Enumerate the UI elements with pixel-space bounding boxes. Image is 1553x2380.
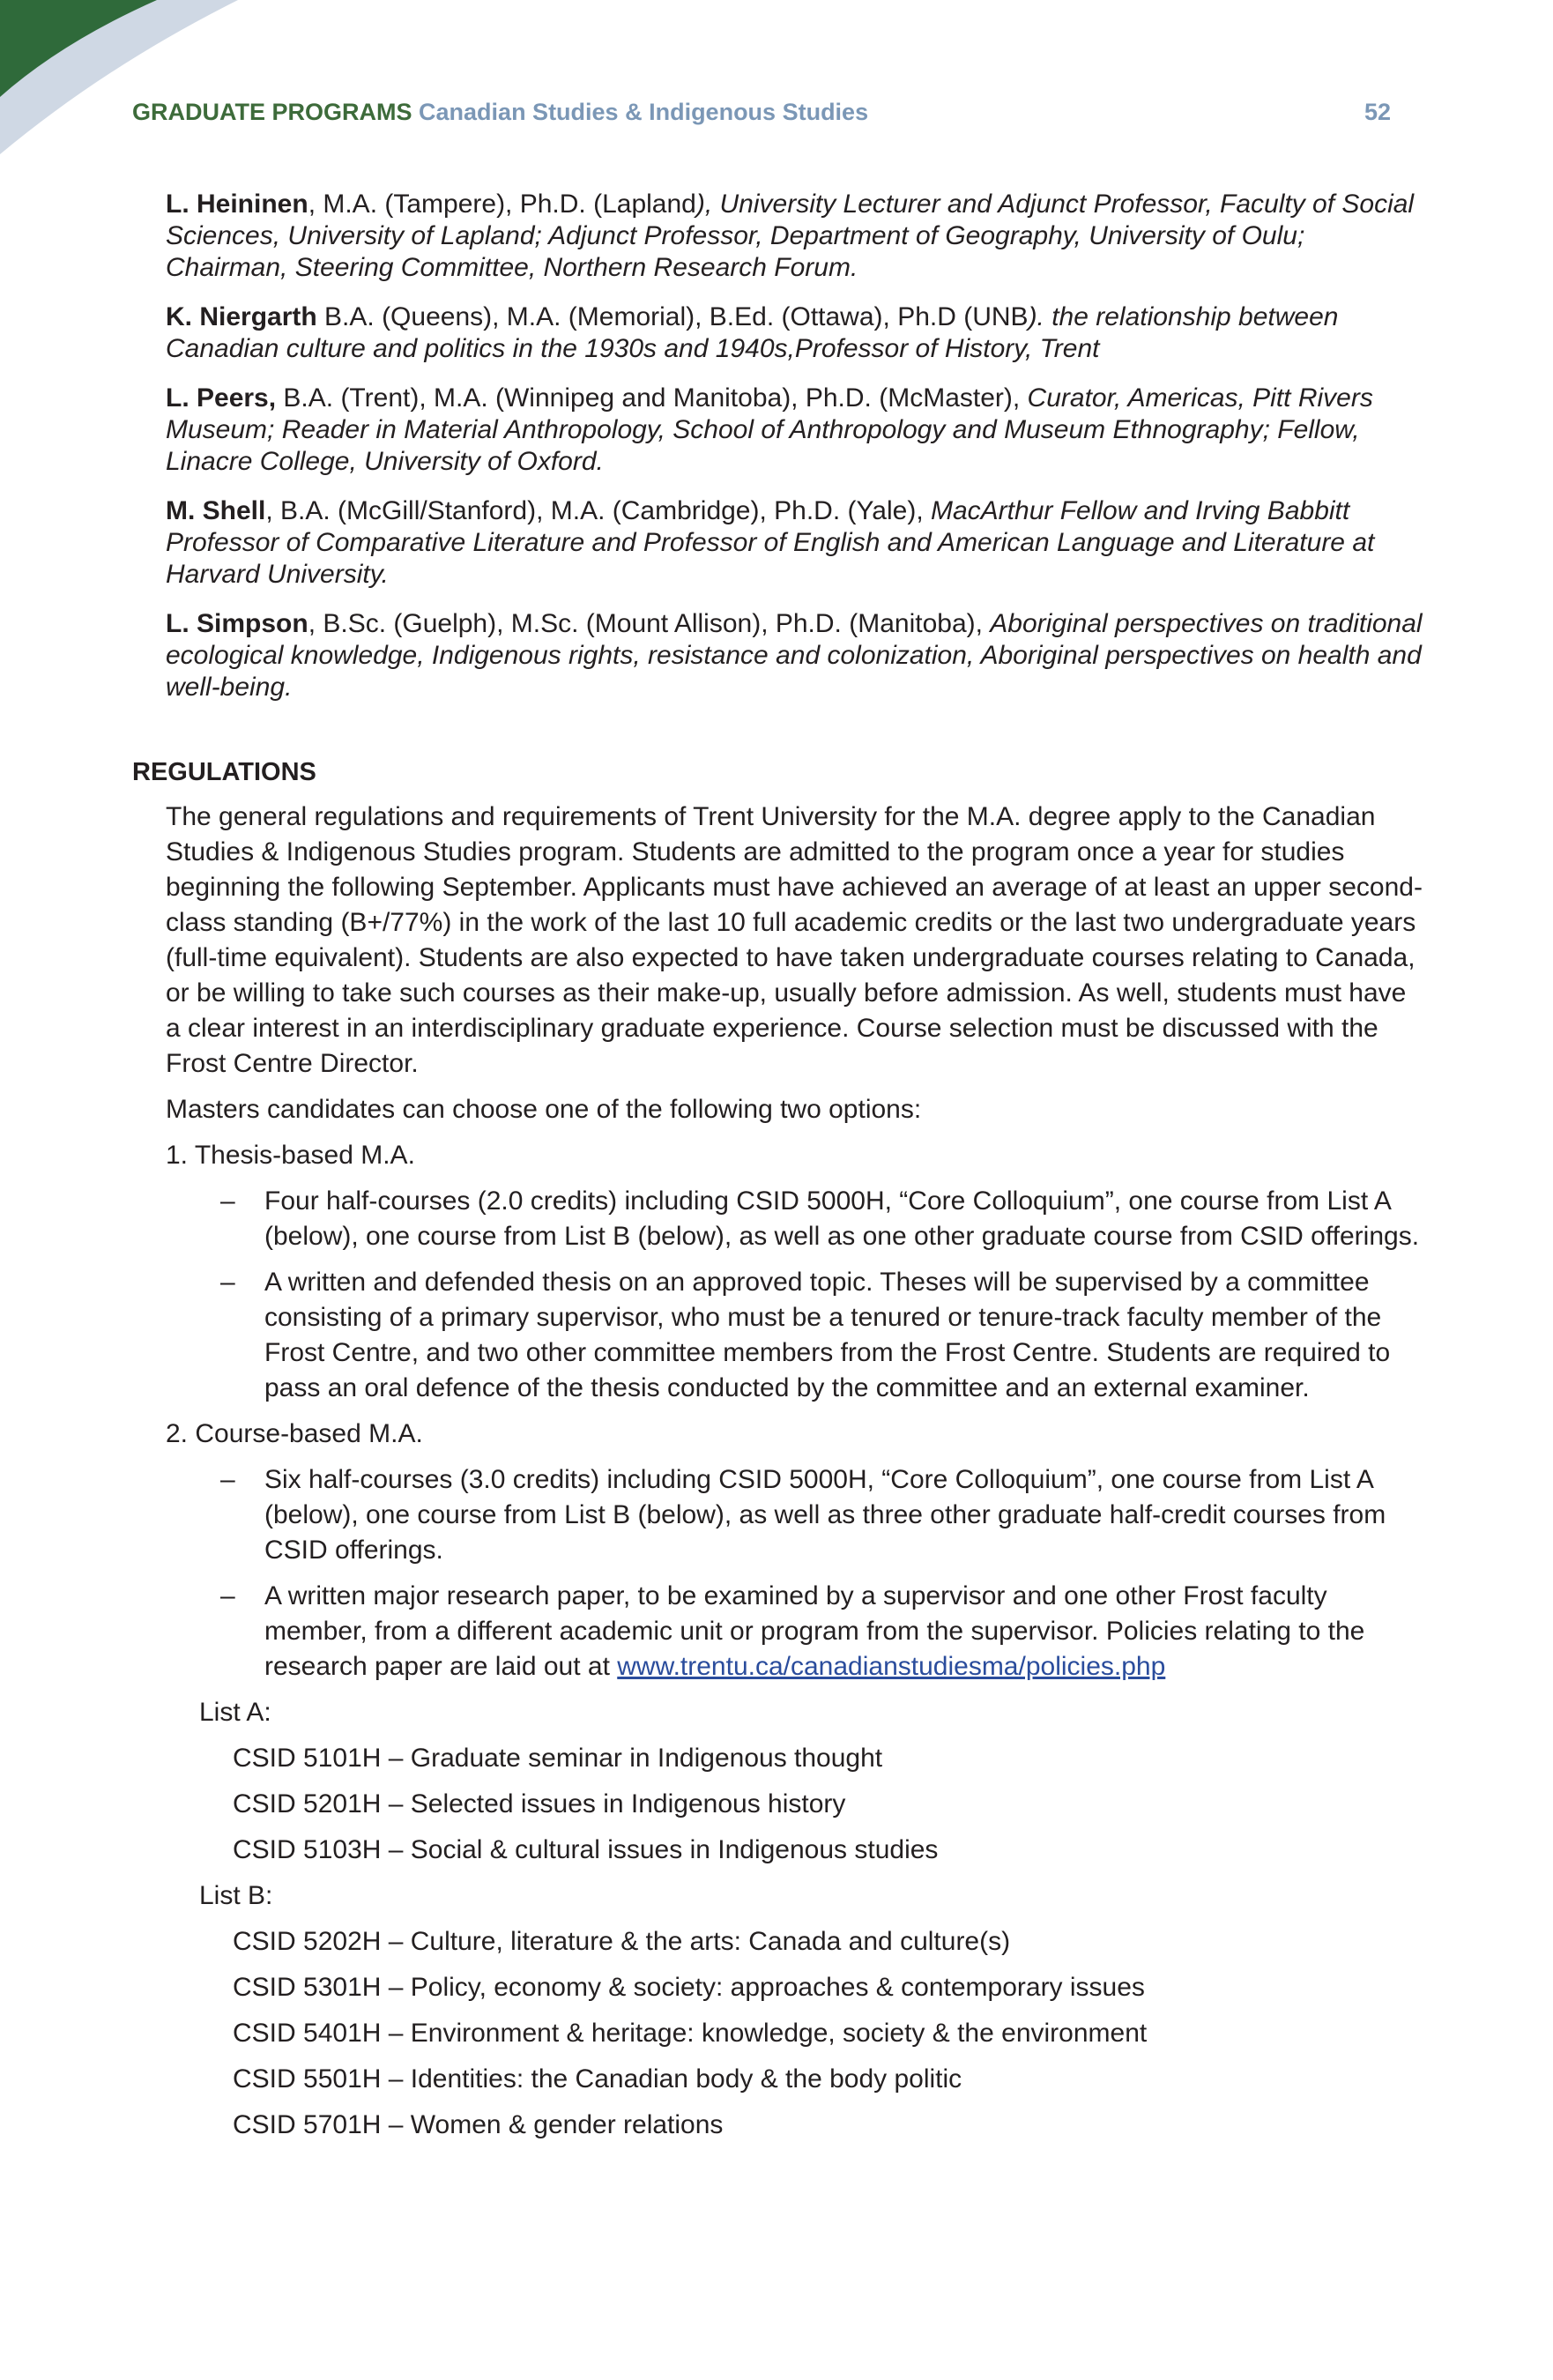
faculty-degrees: B.A. (Queens), M.A. (Memorial), B.Ed. (Ottawa), Ph.D (UNB — [316, 302, 1029, 331]
page-header — [132, 99, 1391, 126]
dash-bullet-icon: – — [220, 1268, 235, 1297]
faculty-name: L. Simpson — [166, 609, 308, 638]
course-item: CSID 5202H – Culture, literature & the arts: Canada and culture(s) — [233, 1927, 1011, 1956]
list-item — [220, 1265, 1428, 1406]
faculty-entry — [166, 383, 1428, 478]
faculty-degrees: , B.A. (McGill/Stanford), M.A. (Cambridge), Ph.D. (Yale), — [265, 496, 931, 525]
list-a-label: List A: — [199, 1698, 271, 1727]
running-title — [132, 99, 868, 126]
faculty-description: ). the relationship between Canadian culture and politics in the 1930s and 1940s,Professor of History, Trent — [166, 302, 1339, 363]
page-content — [132, 189, 1428, 2153]
corner-decoration — [0, 0, 247, 167]
list-item — [220, 1579, 1428, 1685]
section-name: GRADUATE PROGRAMS — [132, 99, 412, 125]
course-item: CSID 5201H – Selected issues in Indigenous history — [233, 1789, 846, 1818]
faculty-degrees: B.A. (Trent), M.A. (Winnipeg and Manitoba), Ph.D. (McMaster), — [276, 383, 1028, 413]
faculty-degrees: , B.Sc. (Guelph), M.Sc. (Mount Allison), Ph.D. (Manitoba), — [308, 609, 991, 638]
course-item: CSID 5701H – Women & gender relations — [233, 2110, 724, 2139]
faculty-description: ), University Lecturer and Adjunct Professor, Faculty of Social Sciences, University of Lapland; Adjunct Professor, Department of Geography, University of Oulu; Chairman, Steering Committee, Northern Research Forum. — [166, 190, 1415, 282]
faculty-list — [132, 189, 1428, 703]
policies-link[interactable]: www.trentu.ca/canadianstudiesma/policies.php — [617, 1652, 1166, 1681]
faculty-entry — [166, 301, 1428, 365]
faculty-description: Aboriginal perspectives on traditional ecological knowledge, Indigenous rights, resistance and colonization, Aboriginal perspectives on health and well-being. — [166, 609, 1423, 702]
list-item — [220, 1184, 1428, 1254]
list-item-text: Four half-courses (2.0 credits) including CSID 5000H, “Core Colloquium”, one course from List A (below), one course from List B (below), as well as one other graduate course from CSID offerings. — [264, 1186, 1420, 1251]
regulations-body — [166, 800, 1428, 2143]
list-item — [220, 1462, 1428, 1568]
option-course-label: 2. Course-based M.A. — [166, 1419, 423, 1448]
dash-bullet-icon: – — [220, 1465, 235, 1494]
regulations-heading: REGULATIONS — [132, 758, 316, 786]
faculty-description: MacArthur Fellow and Irving Babbitt Professor of Comparative Literature and Professor of English and American Language and Literature at Harvard University. — [166, 496, 1375, 589]
regulations-intro: The general regulations and requirements of Trent University for the M.A. degree apply to the Canadian Studies & Indigenous Studies program. Students are admitted to the program once a year for studies beginning the following September. Applicants must have achieved an average of at least an upper second-class standing (B+/77%) in the work of the last 10 full academic credits or the last two undergraduate years (full-time equivalent). Students are also expected to have taken undergraduate courses relating to Canada, or be willing to take such courses as their make-up, usually before admission. As well, students must have a clear interest in an interdisciplinary graduate experience. Course selection must be discussed with the Frost Centre Director. — [166, 802, 1423, 1078]
list-item-text — [264, 1579, 1428, 1685]
faculty-entry — [166, 495, 1428, 591]
faculty-entry — [166, 189, 1428, 284]
course-item: CSID 5401H – Environment & heritage: knowledge, society & the environment — [233, 2019, 1148, 2048]
faculty-entry — [166, 608, 1428, 703]
options-intro: Masters candidates can choose one of the following two options: — [166, 1095, 922, 1124]
course-item: CSID 5301H – Policy, economy & society: approaches & contemporary issues — [233, 1973, 1145, 2002]
research-paper-text: A written major research paper, to be examined by a supervisor and one other Frost faculty member, from a different academic unit or program from the supervisor. Policies relating to the research paper are laid out at — [264, 1581, 1365, 1681]
faculty-description: Curator, Americas, Pitt Rivers Museum; Reader in Material Anthropology, School of Anthropology and Museum Ethnography; Fellow, Linacre College, University of Oxford. — [166, 383, 1373, 476]
course-item: CSID 5501H – Identities: the Canadian body & the body politic — [233, 2064, 962, 2094]
dash-bullet-icon: – — [220, 1186, 235, 1216]
list-b-label: List B: — [199, 1881, 273, 1910]
faculty-name: M. Shell — [166, 496, 266, 525]
dash-bullet-icon: – — [220, 1581, 235, 1610]
list-item-text: A written and defended thesis on an approved topic. Theses will be supervised by a committee consisting of a primary supervisor, who must be a tenured or tenure-track faculty member of the Frost Centre, and two other committee members from the Frost Centre. Students are required to pass an oral defence of the thesis conducted by the committee and an external examiner. — [264, 1268, 1391, 1402]
faculty-name: K. Niergarth — [166, 302, 317, 331]
faculty-degrees: , M.A. (Tampere), Ph.D. (Lapland — [308, 190, 696, 219]
option-thesis-label: 1. Thesis-based M.A. — [166, 1141, 415, 1170]
course-item: CSID 5101H – Graduate seminar in Indigenous thought — [233, 1744, 883, 1773]
course-item: CSID 5103H – Social & cultural issues in Indigenous studies — [233, 1835, 939, 1864]
page-number: 52 — [1364, 99, 1391, 125]
list-item-text: Six half-courses (3.0 credits) including CSID 5000H, “Core Colloquium”, one course from List A (below), one course from List B (below), as well as three other graduate half-credit courses from CSID offerings. — [264, 1465, 1386, 1565]
faculty-name: L. Heininen — [166, 190, 308, 219]
program-name: Canadian Studies & Indigenous Studies — [419, 99, 869, 125]
faculty-name: L. Peers, — [166, 383, 277, 413]
